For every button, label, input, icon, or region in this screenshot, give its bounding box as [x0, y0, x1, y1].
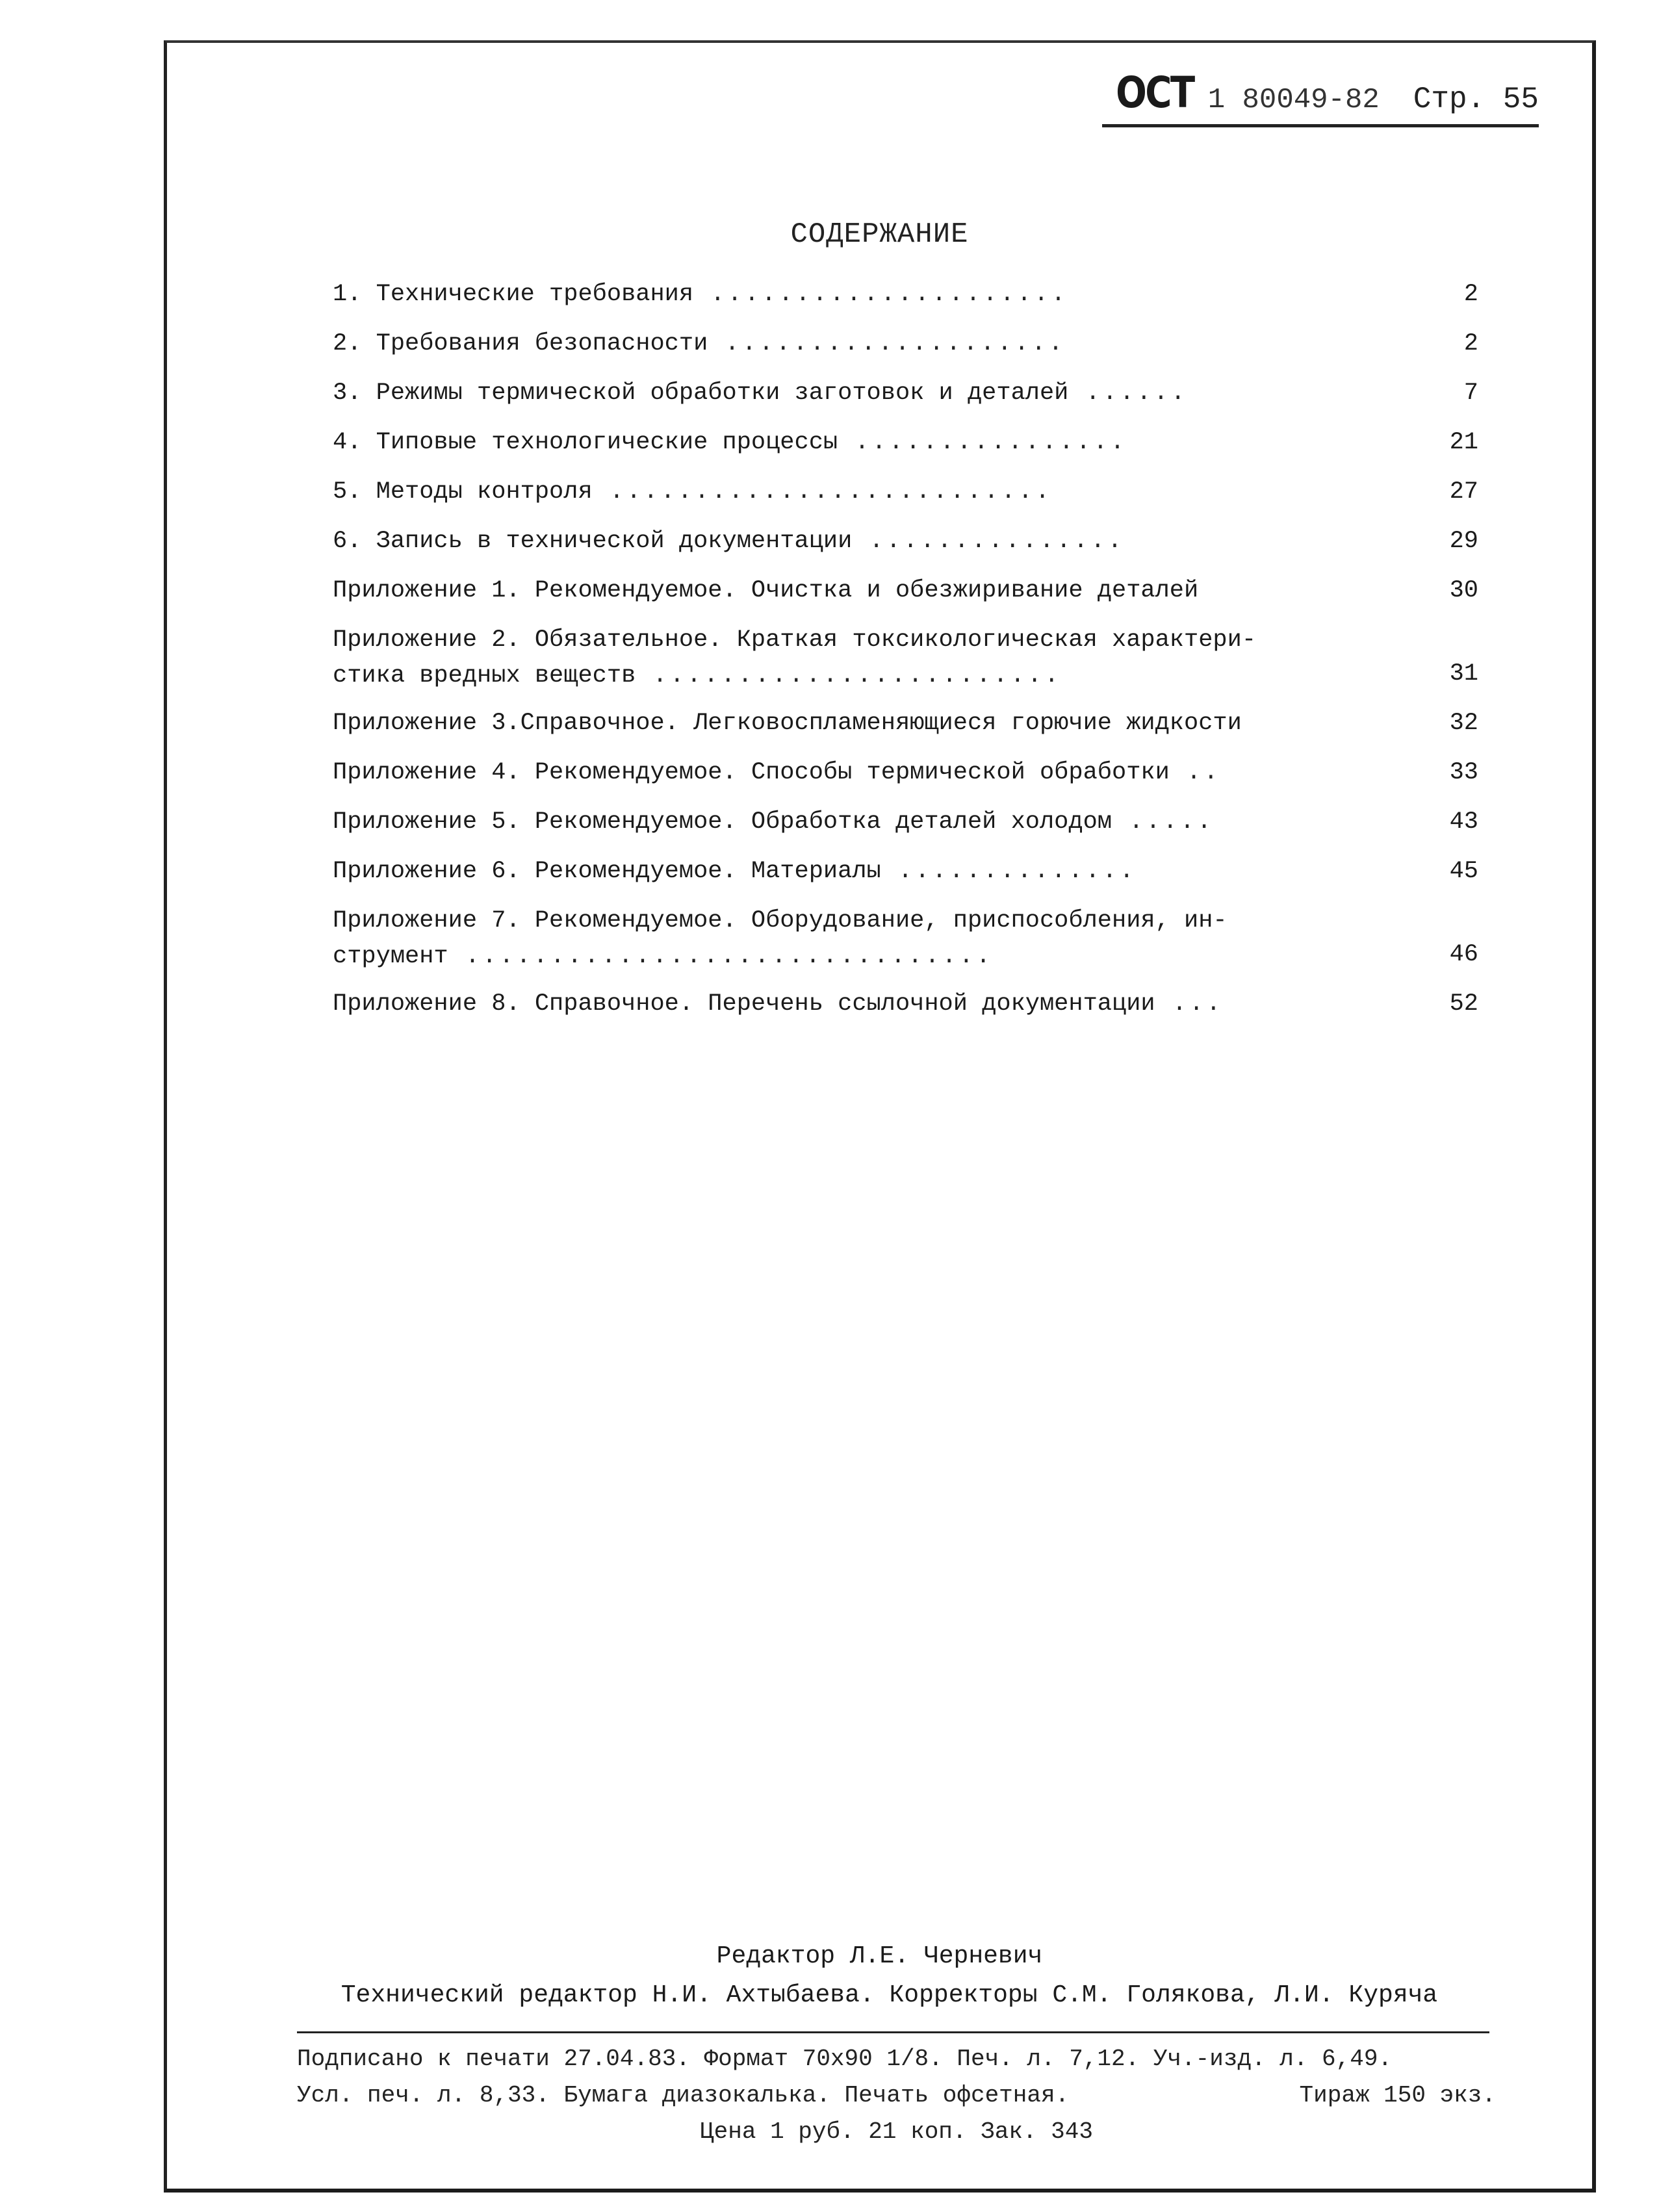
toc-entry [333, 704, 1486, 742]
toc-entry-title: Приложение 5. Рекомендуемое. Обработка деталей холодом [333, 808, 1112, 836]
toc-entry-title: 4. Типовые технологические процессы [333, 429, 838, 456]
toc-entry-page: 46 [1449, 941, 1478, 968]
toc-entry [333, 621, 1486, 693]
toc-leader-dots: ..................... [693, 281, 1068, 308]
toc-entry [333, 473, 1486, 511]
toc-entry-page: 2 [1463, 330, 1478, 357]
toc-leader-dots: ..... [1112, 808, 1215, 836]
imprint-paper-info: Усл. печ. л. 8,33. Бумага диазокалька. Печать офсетная. [297, 2082, 1070, 2109]
toc-entry-title: Приложение 7. Рекомендуемое. Оборудование, приспособления, ин- [333, 907, 1228, 934]
document-number: 1 80049-82 [1207, 84, 1380, 116]
toc-entry [333, 902, 1486, 973]
toc-leader-dots: .................... [708, 330, 1066, 357]
toc-leader-dots: ........................ [636, 662, 1062, 689]
toc-entry [333, 754, 1486, 791]
toc-entry-title-continued: стика вредных веществ [333, 662, 636, 689]
toc-entry-page: 2 [1463, 281, 1478, 308]
toc-entry [333, 325, 1486, 363]
toc-entry [333, 276, 1486, 313]
toc-entry-page: 33 [1449, 759, 1478, 786]
toc-entry-page: 21 [1449, 429, 1478, 456]
toc-entry [333, 424, 1486, 461]
imprint-line-1 [297, 2041, 1496, 2077]
page-number-label: Стр. 55 [1413, 83, 1539, 116]
imprint-price: Цена 1 руб. 21 коп. Зак. 343 [700, 2118, 1093, 2145]
toc-entry-title: 1. Технические требования [333, 281, 694, 308]
toc-entry-page: 52 [1449, 990, 1478, 1018]
editor-credit: Редактор Л.Е. Черневич [716, 1942, 1043, 1970]
toc-entry [333, 803, 1486, 841]
contents-title: СОДЕРЖАНИЕ [790, 218, 969, 251]
toc-leader-dots: ... [1155, 990, 1224, 1018]
toc-entry [333, 374, 1486, 412]
toc-leader-dots: .......................... [592, 478, 1053, 506]
toc-entry-title: 5. Методы контроля [333, 478, 593, 506]
imprint-block [297, 2041, 1496, 2150]
ost-mark: ОСТ [1116, 68, 1194, 118]
technical-editor-credit: Технический редактор Н.И. Ахтыбаева. Корректоры С.М. Голякова, Л.И. Куряча [341, 1981, 1438, 2009]
toc-entry-title: Приложение 6. Рекомендуемое. Материалы [333, 858, 881, 885]
imprint-line-2 [297, 2077, 1496, 2114]
toc-entry-page: 30 [1449, 577, 1478, 604]
toc-entry-page: 31 [1449, 660, 1478, 688]
toc-entry-title: 6. Запись в технической документации [333, 528, 853, 555]
toc-entry [333, 522, 1486, 560]
page-frame [164, 40, 1596, 2193]
toc-entry-page: 27 [1449, 478, 1478, 506]
imprint-signing-info: Подписано к печати 27.04.83. Формат 70х90 1/8. Печ. л. 7,12. Уч.-изд. л. 6,49. [297, 2046, 1393, 2072]
toc-entry-title: 3. Режимы термической обработки заготовок и деталей [333, 379, 1069, 407]
toc-leader-dots: ...... [1068, 379, 1188, 407]
toc-entry-title: Приложение 4. Рекомендуемое. Способы термической обработки [333, 759, 1170, 786]
toc-entry [333, 985, 1486, 1023]
toc-leader-dots: ............... [852, 528, 1125, 555]
imprint-print-run: Тираж 150 экз. [1299, 2082, 1496, 2109]
toc-leader-dots: .............. [881, 858, 1137, 885]
toc-leader-dots: .. [1169, 759, 1221, 786]
credits-block [167, 1937, 1592, 2015]
toc-entry-title: Приложение 1. Рекомендуемое. Очистка и обезжиривание деталей [333, 577, 1199, 604]
toc-entry-title: Приложение 8. Справочное. Перечень ссылочной документации [333, 990, 1155, 1018]
toc-entry-page: 7 [1463, 379, 1478, 407]
document-header [1102, 68, 1539, 127]
toc-entry-title: 2. Требования безопасности [333, 330, 708, 357]
toc-entry-title: Приложение 2. Обязательное. Краткая токсикологическая характери- [333, 626, 1257, 654]
table-of-contents [333, 276, 1486, 1035]
toc-entry-title-continued: струмент [333, 943, 448, 970]
toc-entry [333, 853, 1486, 890]
toc-entry-title: Приложение 3.Справочное. Легковоспламеняющиеся горючие жидкости [333, 710, 1242, 737]
toc-leader-dots: ............................... [448, 943, 994, 970]
toc-leader-dots: ................ [838, 429, 1127, 456]
imprint-divider [297, 2031, 1489, 2033]
toc-entry [333, 572, 1486, 610]
toc-entry-page: 43 [1449, 808, 1478, 836]
toc-entry-page: 32 [1449, 710, 1478, 737]
toc-entry-page: 45 [1449, 858, 1478, 885]
toc-entry-page: 29 [1449, 528, 1478, 555]
